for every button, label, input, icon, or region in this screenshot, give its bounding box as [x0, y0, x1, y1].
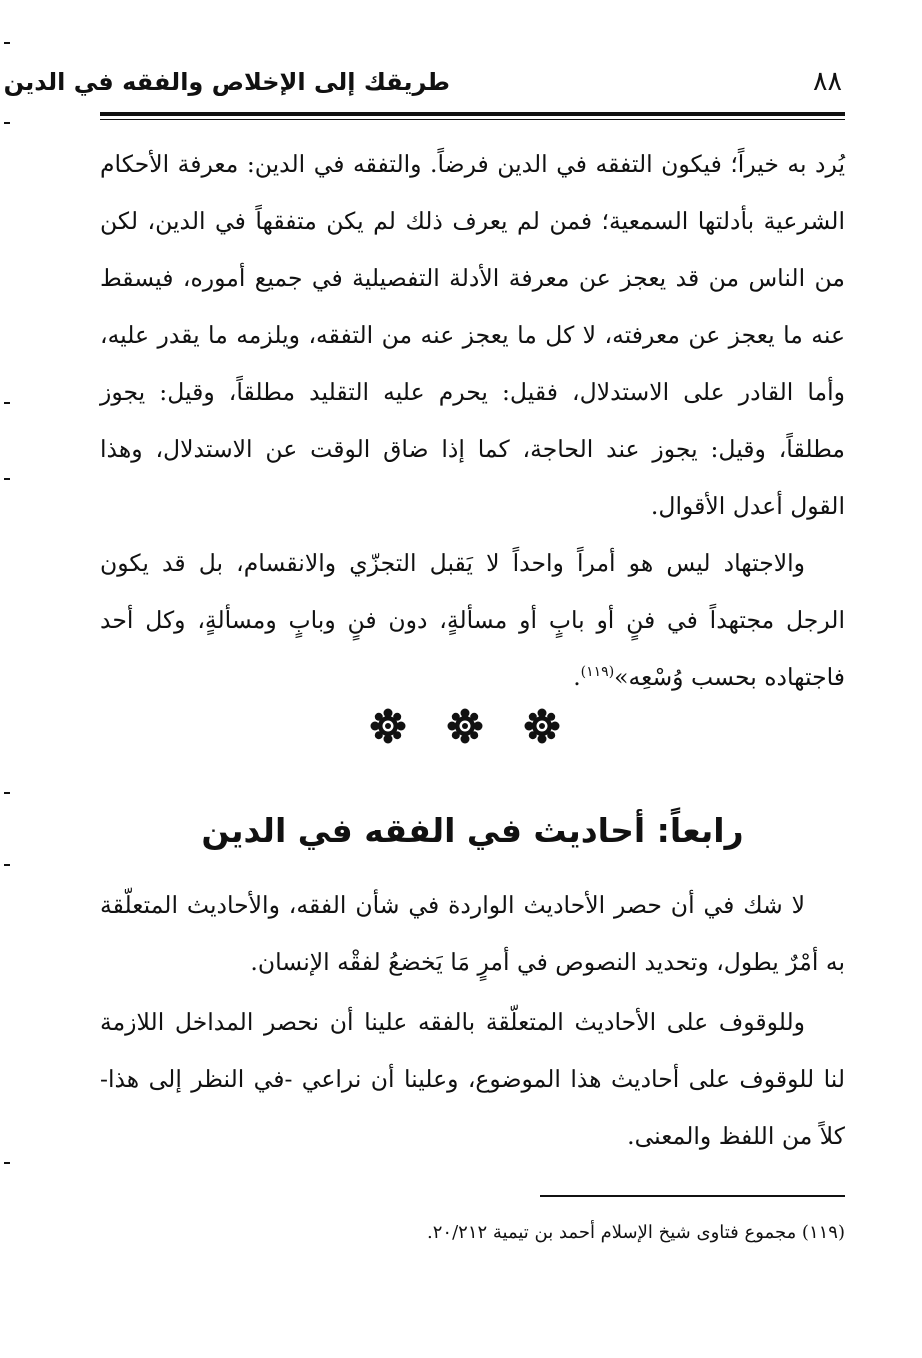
- scan-mark: [4, 402, 10, 404]
- scan-mark: [4, 1162, 10, 1164]
- paragraph-ijtihad: [100, 535, 845, 706]
- scan-mark: [4, 42, 10, 44]
- floral-ornament-icon: [370, 708, 406, 744]
- page-number: ٨٨: [812, 66, 842, 97]
- floral-ornament-icon: [447, 708, 483, 744]
- paragraph-ijtihad-text: والاجتهاد ليس هو أمراً واحداً لا يَقبل التجزّي والانقسام، بل قد يكون الرجل مجتهداً في فنٍ أو بابٍ أو مسألةٍ، دون فنٍ وبابٍ ومسألةٍ، وكل أحد فاجتهاده بحسب وُسْعِه»: [100, 549, 845, 691]
- footnote-reference[interactable]: (١١٩): [580, 664, 615, 681]
- running-header: [3, 66, 842, 106]
- footnote-rule: [540, 1195, 845, 1197]
- ornament-separator: [370, 708, 560, 744]
- running-title: طريقك إلى الإخلاص والفقه في الدين: [3, 68, 450, 96]
- paragraph-ijtihad-end: .: [573, 663, 581, 691]
- floral-ornament-icon: [524, 708, 560, 744]
- header-rule-thick: [100, 112, 845, 116]
- header-rule-thin: [100, 119, 845, 120]
- scan-mark: [4, 122, 10, 124]
- scan-mark: [4, 478, 10, 480]
- paragraph-hadith-approach: وللوقوف على الأحاديث المتعلّقة بالفقه علينا أن نحصر المداخل اللازمة لنا للوقوف على أحاديث هذا الموضوع، وعلينا أن نراعي -في النظر إلى هذا- كلاً من اللفظ والمعنى.: [100, 1008, 845, 1150]
- section-heading: رابعاً: أحاديث في الفقه في الدين: [201, 811, 744, 850]
- footnote: (١١٩) مجموع فتاوى شيخ الإسلام أحمد بن تيمية ٢٠/٢١٢.: [427, 1222, 845, 1243]
- scan-mark: [4, 792, 10, 794]
- paragraph-hadith-scope: لا شك في أن حصر الأحاديث الواردة في شأن الفقه، والأحاديث المتعلّقة به أمْرٌ يطول، وتحديد النصوص في أمرٍ مَا يَخضعُ لفقْه الإنسان.: [100, 891, 845, 976]
- scan-mark: [4, 864, 10, 866]
- paragraph-fiqh-definition: يُرد به خيراً؛ فيكون التفقه في الدين فرضاً. والتفقه في الدين: معرفة الأحكام الشرعية بأدلتها السمعية؛ فمن لم يعرف ذلك لم يكن متفقهاً في الدين، لكن من الناس من قد يعجز عن معرفة الأدلة التفصيلية في جميع أموره، فيسقط عنه ما يعجز عن معرفته، لا كل ما يعجز عنه من التفقه، ويلزمه ما يقدر عليه، وأما القادر على الاستدلال، فقيل: يحرم عليه التقليد مطلقاً، وقيل: يجوز مطلقاً، وقيل: يجوز عند الحاجة، كما إذا ضاق الوقت عن الاستدلال، وهذا القول أعدل الأقوال.: [100, 150, 845, 520]
